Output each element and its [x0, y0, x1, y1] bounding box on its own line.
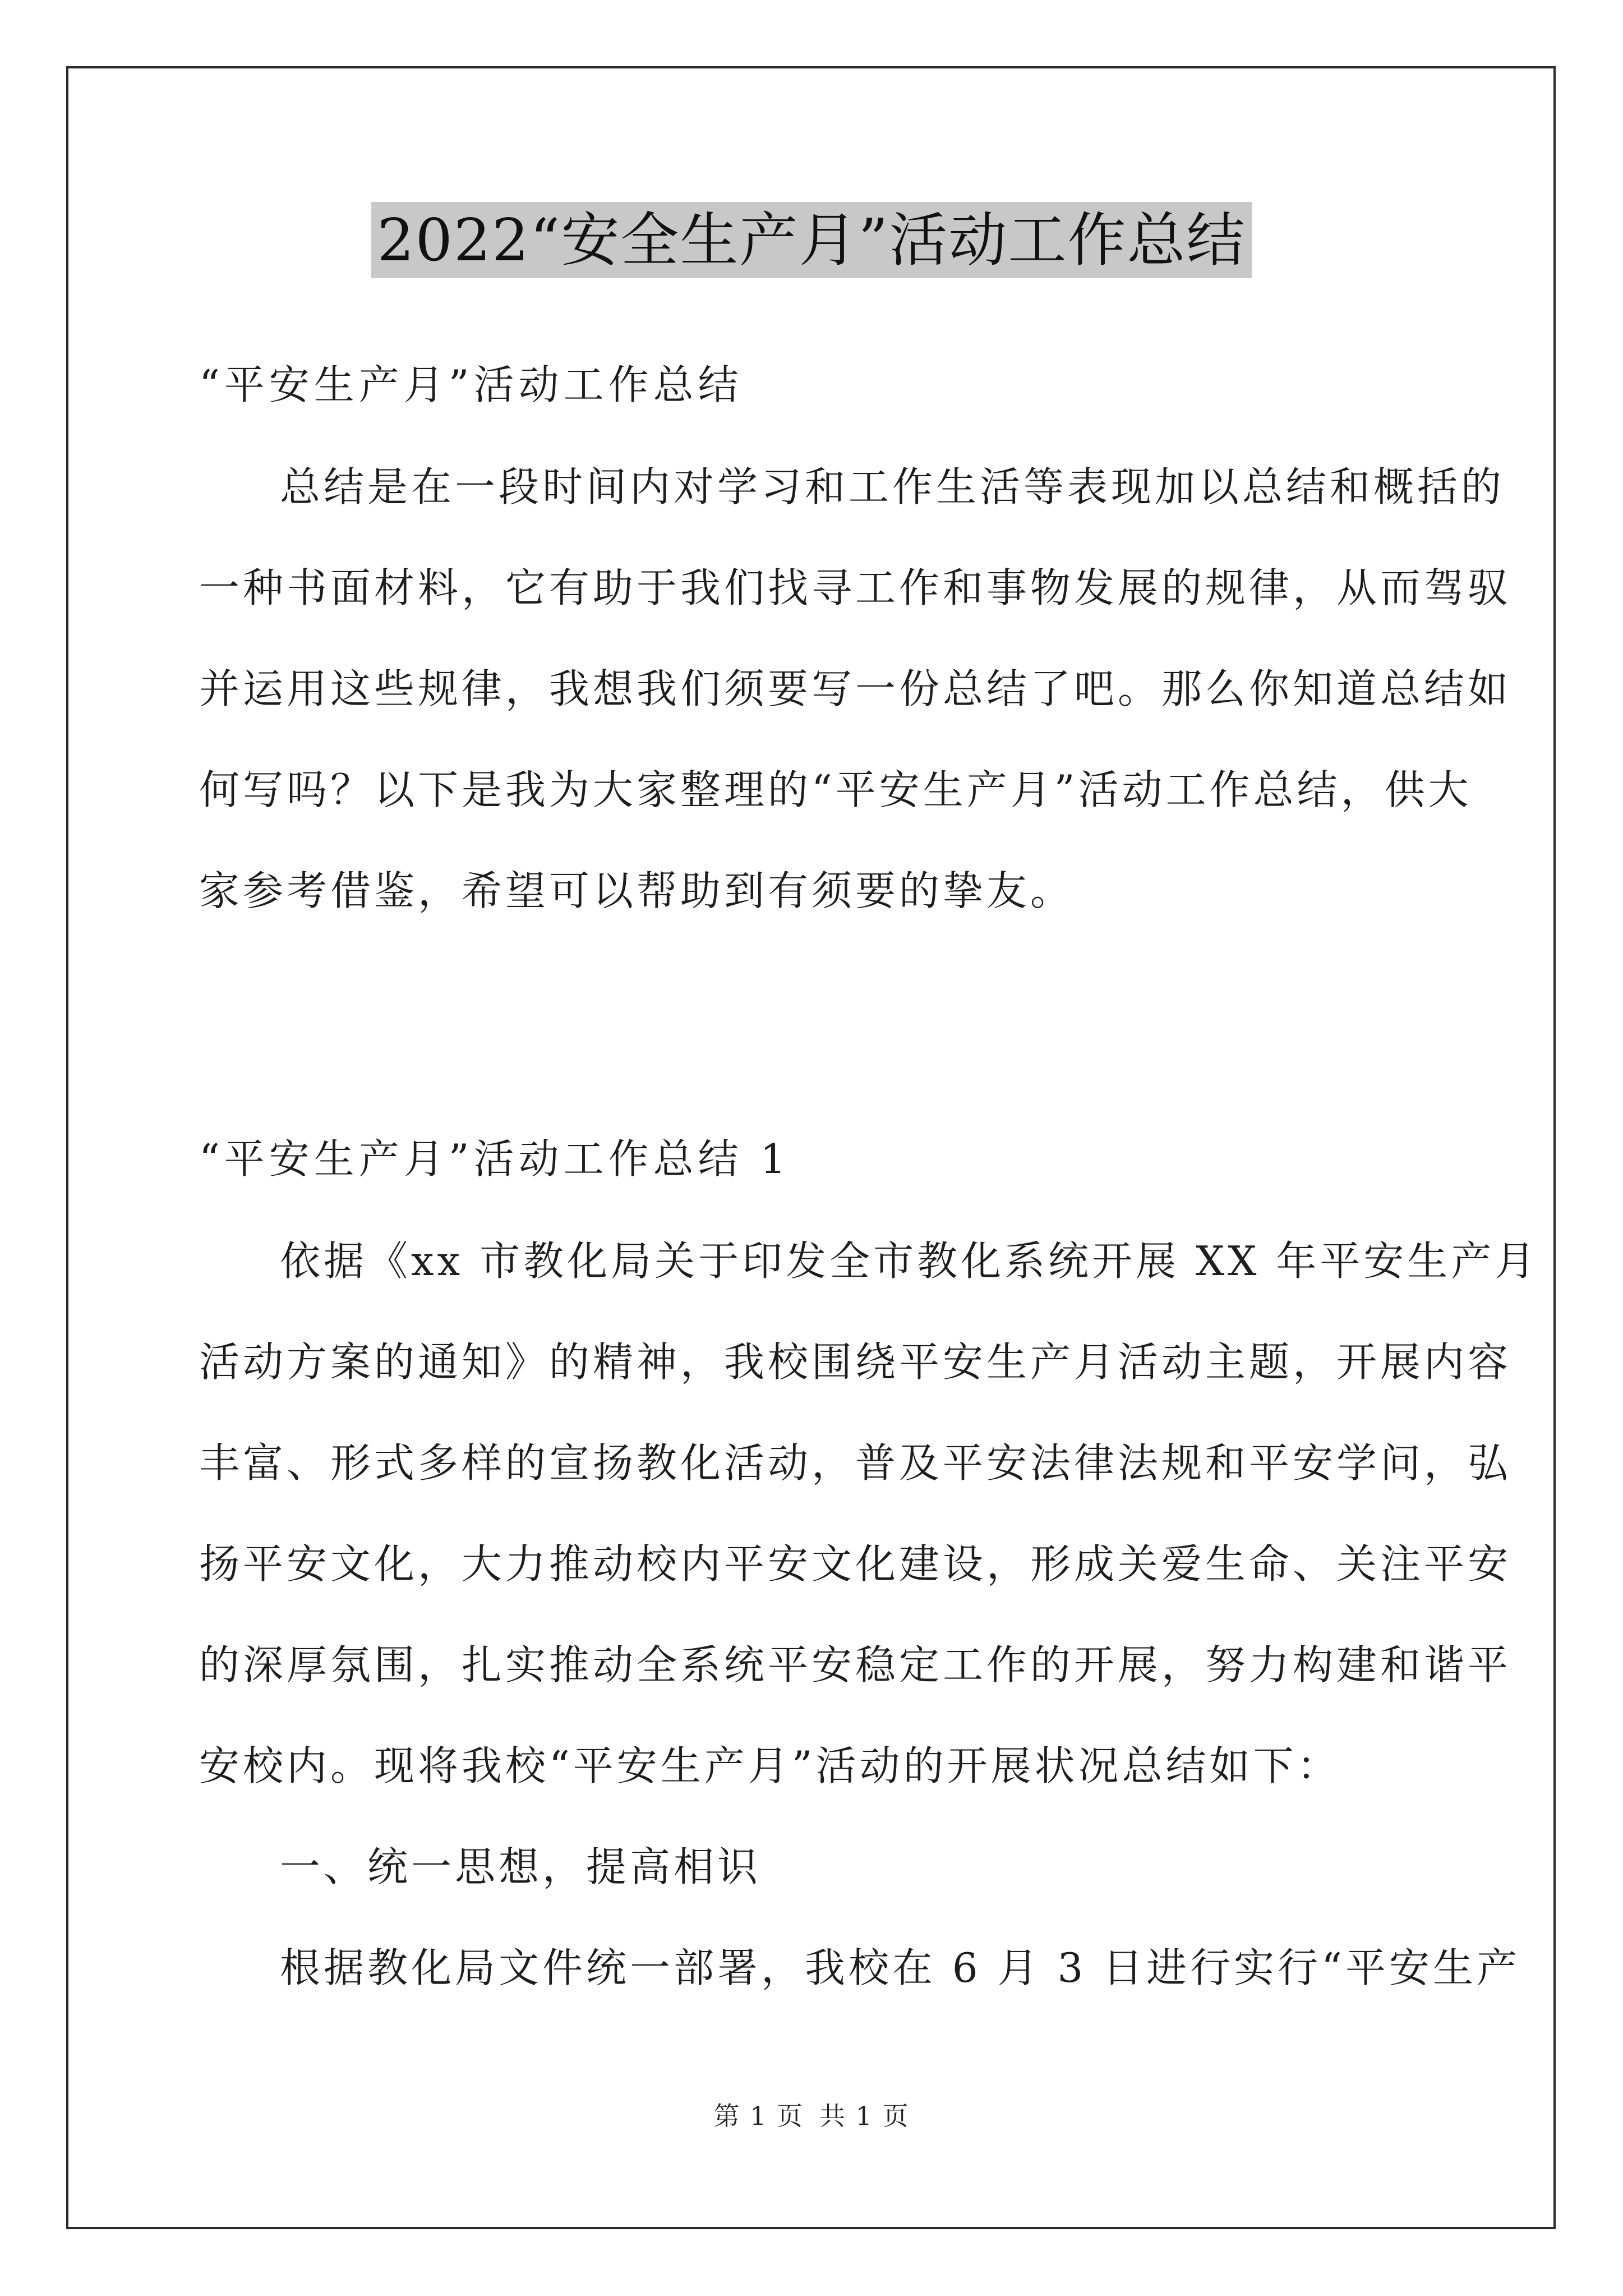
intro-line: 总结是在一段时间内对学习和工作生活等表现加以总结和概括的 [280, 463, 1505, 510]
paragraph-line: 安校内。现将我校“平安生产月”活动的开展状况总结如下： [199, 1742, 1341, 1789]
intro-line: 何写吗？以下是我为大家整理的“平安生产月”活动工作总结，供大 [199, 766, 1472, 813]
point-heading-wrap [199, 1816, 1433, 1917]
page-total: 共 1 页 [819, 2101, 910, 2131]
section1-paragraph [199, 1211, 1539, 1816]
paragraph-line: 依据《xx 市教化局关于印发全市教化系统开展 XX 年平安生产月 [280, 1237, 1539, 1285]
page-number: 第 1 页 [713, 2101, 804, 2131]
intro-line: 一种书面材料，它有助于我们找寻工作和事物发展的规律，从而驾驭 [199, 564, 1512, 611]
paragraph-line: 活动方案的通知》的精神，我校围绕平安生产月活动主题，开展内容 [199, 1338, 1512, 1386]
paragraph-line: 的深厚氛围，扎实推动全系统平安稳定工作的开展，努力构建和谐平 [199, 1641, 1512, 1688]
document-title: 2022“安全生产月”活动工作总结 [371, 202, 1251, 278]
title-wrap [0, 202, 1623, 278]
intro-line: 家参考借鉴，希望可以帮助到有须要的挚友。 [199, 867, 1075, 914]
subtitle: “平安生产月”活动工作总结 [199, 361, 743, 408]
section1-paragraph-2 [199, 1917, 1520, 2018]
paragraph-line: 扬平安文化，大力推动校内平安文化建设，形成关爱生命、关注平安 [199, 1540, 1512, 1588]
paragraph-line: 丰富、形式多样的宣扬教化活动，普及平安法律法规和平安学问，弘 [199, 1439, 1512, 1487]
paragraph-line: 根据教化局文件统一部署，我校在 6 月 3 日进行实行“平安生产 [280, 1944, 1520, 1991]
page-footer [0, 2096, 1623, 2133]
point-heading: 一、统一思想，提高相识 [280, 1843, 762, 1890]
section-heading: “平安生产月”活动工作总结 1 [199, 1135, 791, 1182]
intro-paragraph [199, 436, 1512, 941]
intro-line: 并运用这些规律，我想我们须要写一份总结了吧。那么你知道总结如 [199, 665, 1512, 712]
